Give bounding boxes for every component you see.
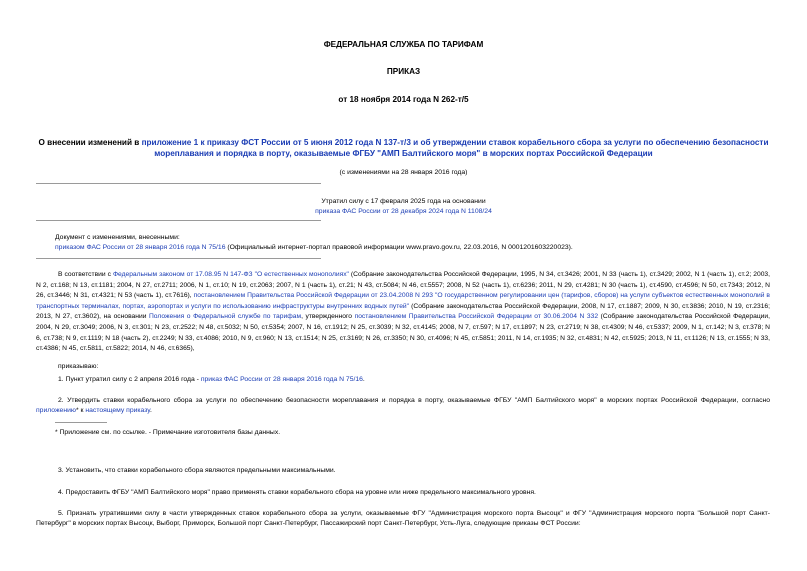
link-federal-law-147[interactable]: Федеральным законом от 17.08.95 N 147-ФЗ "О естественных монополиях" (112, 271, 349, 278)
item-2-end: . (150, 407, 152, 415)
item-5: 5. Признать утратившими силу в части утвержденных ставок корабельного сбора за услуги, оказываемые ФГУ "Администрация морского порта Высоцк" и ФГУ "Администрация морского порта "Большой порт Санкт-Петербург" в морских портах Высоцк, Выборг, Приморск, Большой порт Санкт-Петербург, Пассажирский порт Санкт-Петербург, Усть-Луга, следующие приказы ФСТ России: (36, 510, 770, 528)
item-1-end: . (362, 376, 365, 383)
link-fst-regulation[interactable]: Положения о Федеральной службе по тарифам (149, 313, 302, 321)
item-1 (58, 375, 365, 385)
item-2 (36, 396, 770, 417)
amended-note: (с изменениями на 28 января 2016 года) (339, 169, 468, 176)
title-prefix: О внесении изменений в (38, 138, 142, 147)
link-resolution-332[interactable]: постановлением Правительства Российской Федерации от 30.06.2004 N 332 (354, 313, 599, 321)
lost-force-note: Утратил силу с 17 февраля 2025 года на основании (321, 198, 486, 205)
document-title (30, 137, 777, 159)
document-date-number: от 18 ноября 2014 года N 262-т/5 (338, 95, 469, 104)
divider (36, 258, 321, 259)
document-type: ПРИКАЗ (386, 67, 421, 76)
item-1-link[interactable]: приказ ФАС России от 28 января 2016 года N 75/16 (200, 376, 363, 383)
item-2-link-appendix[interactable]: приложению (36, 407, 76, 415)
item-2-text: * к (75, 407, 86, 415)
item-4: 4. Предоставить ФГБУ "АМП Балтийского моря" право применять ставки корабельного сбора на уровне или ниже предельного максимального уровня. (58, 489, 536, 496)
preamble-text: В соответствии с (58, 271, 113, 278)
preamble-paragraph (36, 270, 770, 355)
amendments-source (55, 243, 775, 253)
divider (36, 220, 321, 221)
preamble-text: (Собрание законодательства Российской Федерации, 2004, N 29, ст.3049; 2006, N 3, ст.301; N 23, ст.2522; N 48, ст.5032; N 50, ст.5354; 2007, N 16, ст.1912; N 25, ст.3039; N 32, ст.4145; 2008, N 7, ст.597; N 17, ст.1897; N 23, ст.2719; N 38, ст.4309; N 46, ст.5337; 2009, N 1, ст.142; N 3, ст.378; N 6, ст.738; N 9, ст.1119; N 18 (часть 2), ст.2249; N 33, ст.4086; 2010, N 9, ст.960; N 13, ст.1514; N 25, ст.3169; N 26, ст.3350; N 30, ст.4096; N 45, ст.5851; 2011, N 14, ст.1935; N 32, ст.4831; N 42, ст.5925; 2013, N 11, ст.1126; N 13, ст.1555; N 33, ст.4386; N 45, ст.5811, ст.5822; 2014, N 46, ст.6365), (36, 313, 770, 353)
lost-force-link-line (0, 207, 807, 217)
footnote-divider (55, 422, 107, 423)
amendments-label: Документ с изменениями, внесенными: (55, 234, 180, 241)
item-3: 3. Установить, что ставки корабельного сбора являются предельными максимальными. (58, 467, 336, 474)
orders-word: приказываю: (58, 363, 99, 370)
item-2-link-this-order[interactable]: настоящему приказу (85, 407, 150, 415)
amendments-publication: (Официальный интернет-портал правовой информации www.pravo.gov.ru, 22.03.2016, N 0001201603220023). (225, 244, 573, 251)
footnote: * Приложение см. по ссылке. - Примечание изготовителя базы данных. (55, 429, 281, 436)
title-rest: и об утверждении ставок корабельного сбора за услуги по обеспечению безопасности мореплавания и порядка в порту, оказываемые ФГБУ "АМП Балтийского моря" в морских портах Российской Федерации (154, 138, 769, 158)
lost-force-link[interactable]: приказа ФАС России от 28 декабря 2024 года N 1108/24 (315, 208, 492, 215)
divider (36, 183, 321, 184)
agency-name: ФЕДЕРАЛЬНАЯ СЛУЖБА ПО ТАРИФАМ (323, 40, 484, 49)
item-1-text: 1. Пункт утратил силу с 2 апреля 2016 года - (58, 376, 201, 383)
amendments-link[interactable]: приказом ФАС России от 28 января 2016 года N 75/16 (55, 244, 226, 251)
preamble-text: (Собрание законодательства Российской Федерации, 1995, N 34, ст.3426; 2001, N 33 (часть 1), ст.3429; 2002, N 1 (часть 1), ст.2; 2003, N 2, ст.168; N 13, ст.1181; 2004, N 27, ст.2711; 2006, N 1, ст.10; N 19, ст.2063; 2007, N 1 (часть 1), ст.21; N 43, ст.5084; N 46, ст.5557; 2008, N 52 (часть 1), ст.6236; 2011, N 29, ст.4281; N 30 (часть 1), ст.4590, ст.4596; N 50, ст.7343; 2012, N 26, ст.3446; N 31, ст.4321; N 53 (часть 1), ст.7616), (36, 271, 771, 300)
preamble-text: (Собрание законодательства Российской Федерации, 2008, N 17, ст.1887; 2009, N 30, ст.3836; 2010, N 19, ст.2316; 2013, N 27, ст.3602), на основании (36, 302, 770, 321)
item-2-text: 2. Утвердить ставки корабельного сбора за услуги по обеспечению безопасности мореплавания и порядка в порту, оказываемые ФГБУ "АМП Балтийского моря" в морских портах Российской Федерации, согласно (58, 397, 770, 404)
preamble-text: , утвержденного (301, 313, 355, 321)
link-resolution-293[interactable]: постановлением Правительства Российской Федерации от 23.04.2008 N 293 "О государственном регулировании цен (тарифов, сборов) на услуги субъектов естественных монополий в транспортных терминалах, портах, аэропортах и услуги по использованию инфраструктуры внутренних водных путей" (36, 292, 770, 310)
title-link-order-137[interactable]: приложение 1 к приказу ФСТ России от 5 июня 2012 года N 137-т/3 (141, 138, 411, 147)
